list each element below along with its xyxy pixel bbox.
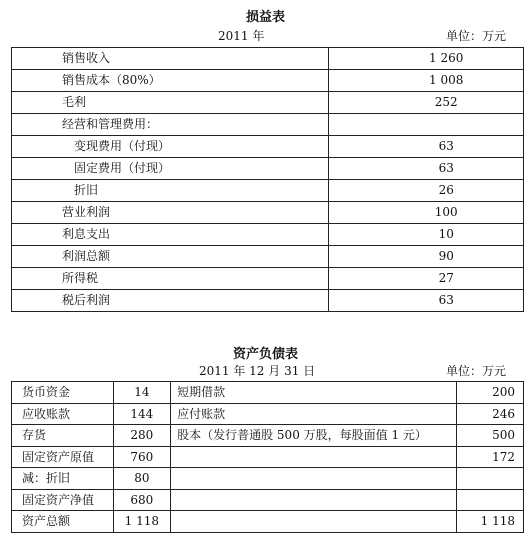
income-row-label: 所得税: [12, 268, 329, 290]
income-row: [12, 224, 524, 246]
balance-asset-label: 货币资金: [12, 382, 114, 404]
balance-sheet-date: 2011 年 12 月 31 日: [199, 364, 316, 378]
balance-liability-label: [171, 511, 457, 533]
income-row-value: 63: [329, 136, 524, 158]
income-row-label: 销售收入: [12, 48, 329, 70]
balance-sheet-table: [11, 381, 524, 533]
income-row: [12, 202, 524, 224]
balance-row: [12, 446, 524, 468]
income-row-label: 利润总额: [12, 246, 329, 268]
balance-liability-value: 172: [457, 446, 524, 468]
income-row: [12, 48, 524, 70]
income-row: [12, 246, 524, 268]
balance-sheet-title: 资产负债表: [232, 347, 298, 362]
balance-row: [12, 382, 524, 404]
income-row: [12, 92, 524, 114]
income-row: [12, 70, 524, 92]
income-row-label: 营业利润: [12, 202, 329, 224]
balance-row: [12, 511, 524, 533]
income-statement-year: 2011 年: [218, 29, 265, 43]
balance-asset-value: 14: [113, 382, 171, 404]
income-statement-table: [11, 47, 524, 312]
income-row-label: 税后利润: [12, 290, 329, 312]
balance-asset-label: 减：折旧: [12, 468, 114, 490]
income-row-value: 90: [329, 246, 524, 268]
income-row-label: 利息支出: [12, 224, 329, 246]
income-row-value: 10: [329, 224, 524, 246]
balance-asset-label: 资产总额: [12, 511, 114, 533]
income-row-value: 63: [329, 290, 524, 312]
income-row-value: 63: [329, 158, 524, 180]
income-row: [12, 158, 524, 180]
balance-row: [12, 468, 524, 490]
balance-asset-label: 存货: [12, 425, 114, 447]
balance-sheet-unit: 单位：万元: [446, 364, 507, 378]
income-row-value: 100: [329, 202, 524, 224]
balance-asset-value: 680: [113, 489, 171, 511]
balance-liability-value: 1 118: [457, 511, 524, 533]
income-row-label: 折旧: [12, 180, 329, 202]
income-row: [12, 136, 524, 158]
income-row-value: [329, 114, 524, 136]
balance-liability-label: [171, 446, 457, 468]
balance-asset-value: 1 118: [113, 511, 171, 533]
balance-asset-label: 固定资产原值: [12, 446, 114, 468]
income-statement-title: 损益表: [245, 10, 285, 25]
balance-row: [12, 403, 524, 425]
income-row-label: 经营和管理费用：: [12, 114, 329, 136]
balance-liability-value: 200: [457, 382, 524, 404]
income-row-value: 26: [329, 180, 524, 202]
income-row-value: 1 260: [329, 48, 524, 70]
income-row-label: 固定费用（付现）: [12, 158, 329, 180]
income-row: [12, 290, 524, 312]
balance-liability-label: [171, 489, 457, 511]
income-row-value: 252: [329, 92, 524, 114]
balance-liability-label: 短期借款: [171, 382, 457, 404]
balance-row: [12, 489, 524, 511]
income-row: [12, 268, 524, 290]
income-row-label: 销售成本（80%）: [12, 70, 329, 92]
balance-asset-value: 144: [113, 403, 171, 425]
balance-liability-label: 应付账款: [171, 403, 457, 425]
income-row: [12, 114, 524, 136]
balance-asset-label: 应收账款: [12, 403, 114, 425]
income-statement-unit: 单位：万元: [446, 29, 507, 43]
balance-liability-value: [457, 468, 524, 490]
balance-asset-value: 760: [113, 446, 171, 468]
balance-liability-value: 246: [457, 403, 524, 425]
income-row-label: 变现费用（付现）: [12, 136, 329, 158]
balance-asset-value: 280: [113, 425, 171, 447]
income-row-label: 毛利: [12, 92, 329, 114]
income-row-value: 27: [329, 268, 524, 290]
balance-asset-label: 固定资产净值: [12, 489, 114, 511]
income-row: [12, 180, 524, 202]
income-row-value: 1 008: [329, 70, 524, 92]
balance-liability-value: [457, 489, 524, 511]
balance-liability-label: [171, 468, 457, 490]
balance-liability-label: 股本（发行普通股 500 万股，每股面值 1 元）: [171, 425, 457, 447]
balance-row: [12, 425, 524, 447]
balance-liability-value: 500: [457, 425, 524, 447]
balance-asset-value: 80: [113, 468, 171, 490]
